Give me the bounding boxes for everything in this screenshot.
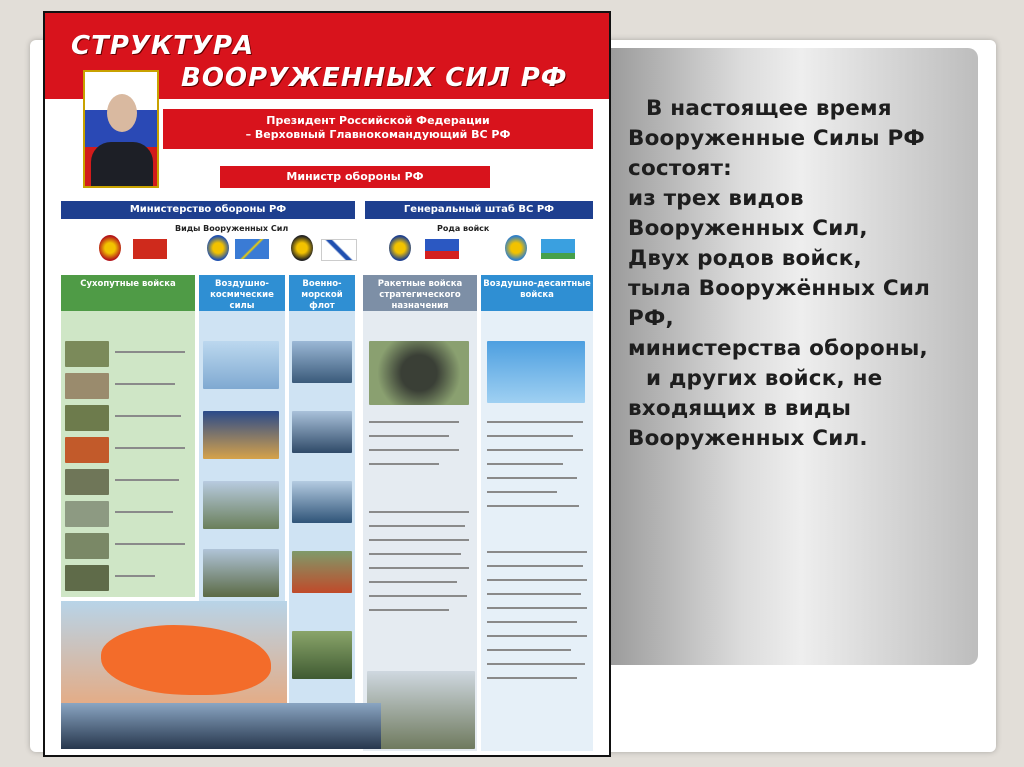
ground-forces-flag-icon: [133, 239, 167, 259]
arms-label: Рода войск: [437, 224, 490, 233]
text-line: Вооруженные Силы РФ: [628, 126, 925, 151]
text-line: из трех видов: [628, 186, 804, 211]
ground-forces-emblem-icon: [99, 235, 121, 261]
president-title: Президент Российской Федерации: [266, 114, 490, 127]
poster-title-line2: ВООРУЖЕННЫХ СИЛ РФ: [181, 63, 568, 93]
column-header: Военно-морской флот: [289, 275, 355, 311]
navy-flag-icon: [321, 239, 357, 261]
column-ground-forces: [61, 275, 195, 597]
text-line: Вооруженных Сил,: [628, 216, 868, 241]
text-line: входящих в виды: [628, 396, 852, 421]
ministry-bar: Министерство обороны РФ: [61, 201, 355, 219]
text-line: тыла Вооружённых Сил: [628, 276, 931, 301]
text-line: и других войск, не: [646, 366, 883, 391]
text-line: РФ,: [628, 306, 674, 331]
minister-bar: Министр обороны РФ: [220, 166, 490, 188]
president-bar: [163, 109, 593, 149]
slide-body-text: [628, 94, 988, 454]
column-navy: [289, 275, 355, 731]
armed-forces-structure-poster: [43, 11, 611, 757]
text-line: Вооруженных Сил.: [628, 426, 868, 451]
column-header: Сухопутные войска: [61, 275, 195, 311]
airborne-emblem-icon: [505, 235, 527, 261]
column-aerospace-forces: [199, 275, 285, 601]
text-line: состоят:: [628, 156, 732, 181]
commander-title: – Верховный Главнокомандующий ВС РФ: [245, 128, 511, 141]
russia-map: [61, 601, 287, 717]
column-header: Ракетные войска стратегического назначения: [363, 275, 477, 311]
text-line: Двух родов войск,: [628, 246, 862, 271]
aerospace-emblem-icon: [207, 235, 229, 261]
text-line: В настоящее время: [646, 96, 892, 121]
column-airborne-forces: [481, 275, 593, 751]
column-strategic-rocket-forces: [363, 275, 477, 751]
airborne-flag-icon: [541, 239, 575, 259]
text-line: министерства обороны,: [628, 336, 928, 361]
president-portrait: [83, 70, 159, 188]
navy-emblem-icon: [291, 235, 313, 261]
fleet-photo: [61, 703, 381, 749]
aerospace-flag-icon: [235, 239, 269, 259]
column-header: Воздушно-космические силы: [199, 275, 285, 311]
strategic-rockets-emblem-icon: [389, 235, 411, 261]
column-header: Воздушно-десантные войска: [481, 275, 593, 311]
general-staff-bar: Генеральный штаб ВС РФ: [365, 201, 593, 219]
emblem-row: [45, 235, 609, 265]
branches-label: Виды Вооруженных Сил: [175, 224, 289, 233]
poster-title-line1: СТРУКТУРА: [71, 31, 255, 61]
strategic-rockets-flag-icon: [425, 239, 459, 259]
